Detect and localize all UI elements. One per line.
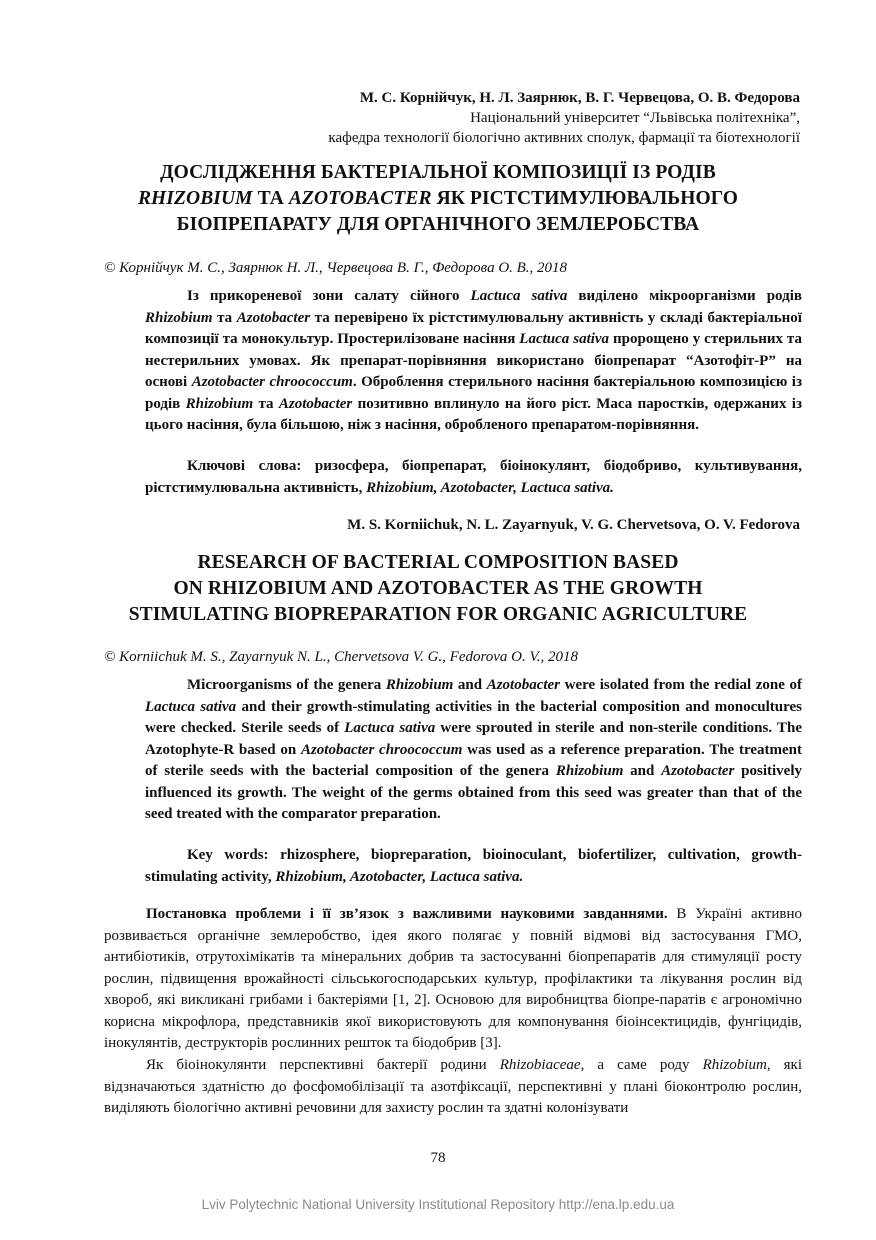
ua-university: Національний університет “Львівська політехніка”, [470, 110, 800, 126]
ua-keywords: Ключові слова: ризосфера, біопрепарат, біоінокулянт, біодобриво, культивування, рістстимулювальна активність, Rhizobium, Azotobacter, Lactuca sativa. [145, 458, 802, 496]
ua-title [90, 160, 786, 238]
body-paragraph-2: Як біоінокулянти перспективні бактерії родини Rhizobiaceae, а саме роду Rhizobium, які відзначаються здатністю до фосфомобілізації та азотфіксації, перспективні у плані біоконтролю рослин, виділяють біологічно активні речовини для захисту рослин та здатні колонізувати [104, 1057, 802, 1116]
en-title-line-1: RESEARCH OF BACTERIAL COMPOSITION BASED [197, 552, 679, 573]
en-title-line-3: STIMULATING BIOPREPARATION FOR ORGANIC AGRICULTURE [128, 604, 748, 625]
ua-title-line-1: ДОСЛІДЖЕННЯ БАКТЕРІАЛЬНОЇ КОМПОЗИЦІЇ ІЗ РОДІВ [160, 162, 716, 183]
ua-department: кафедра технології біологічно активних сполук, фармації та біотехнології [328, 130, 800, 146]
en-abstract: Microorganisms of the genera Rhizobium and Azotobacter were isolated from the redial zone of Lactuca sativa and their growth-stimulating activities in the bacterial composition and monocultures were checked. Sterile seeds of Lactuca sativa were sprouted in sterile and non-sterile conditions. The Azotophyte-R based on Azotobacter chroococcum was used as a reference preparation. The treatment of sterile seeds with the bacterial composition of the genera Rhizobium and Azotobacter positively influenced its growth. The weight of the germs obtained from this seed was greater than that of the seed treated with the comparator preparation. [145, 677, 803, 822]
section-heading: Постановка проблеми і її зв’язок з важливими науковими завданнями. [146, 906, 668, 922]
ua-title-line-3: БІОПРЕПАРАТУ ДЛЯ ОРГАНІЧНОГО ЗЕМЛЕРОБСТВА [176, 214, 700, 235]
repository-footer: Lviv Polytechnic National University Institutional Repository http://ena.lp.edu.ua [201, 1197, 675, 1212]
en-title [90, 550, 786, 628]
ua-abstract: Із прикореневої зони салату сійного Lactuca sativa виділено мікроорганізми родів Rhizobium та Azotobacter та перевірено їх рістстимулювальну активність у складі бактеріальної композиції та монокультур. Простерилізоване насіння Lactuca sativa пророщено у стерильних та нестерильних умовах. Як препарат-порівняння використано біопрепарат “Азотофіт-Р” на основі Azotobacter chroococcum. Оброблення стерильного насіння бактеріальною композицією із родів Rhizobium та Azotobacter позитивно вплинуло на його ріст. Маса паростків, одержаних із цього насіння, була більшою, ніж з насіння, обробленого препаратом-порівняння. [145, 288, 802, 433]
en-copyright: © Korniichuk M. S., Zayarnyuk N. L., Chervetsova V. G., Fedorova O. V., 2018 [104, 649, 578, 665]
ua-title-line-2: RHIZOBIUM ТА AZOTOBACTER ЯК РІСТСТИМУЛЮВАЛЬНОГО [137, 188, 739, 209]
ua-authors: М. С. Корнійчук, Н. Л. Заярнюк, В. Г. Червецова, О. В. Федорова [359, 90, 800, 106]
body-paragraph-1: Постановка проблеми і її зв’язок з важливими науковими завданнями. В Україні активно розвивається органічне землеробство, ідея якого полягає у повній відмові від застосування ГМО, антибіотиків, отрутохімікатів та мінеральних добрив та застосуванні біопрепаратів для стимуляції росту рослин, підвищення врожайності сільськогосподарських культур, профілактики та лікування рослин від хвороб, які викликані грибами і бактеріями [1, 2]. Основою для виробництва біопре-паратів є агрономічно корисна мікрофлора, представників якої використовують для компонування біоінсектицидів, фунгіцидів, інокулянтів, деструкторів рослинних решток та біодобрив [3]. [104, 906, 802, 1051]
en-keywords: Key words: rhizosphere, biopreparation, bioinoculant, biofertilizer, cultivation, growth-stimulating activity, Rhizobium, Azotobacter, Lactuca sativa. [145, 847, 802, 885]
en-authors: M. S. Korniichuk, N. L. Zayarnyuk, V. G. Chervetsova, O. V. Fedorova [347, 517, 800, 533]
page-number: 78 [430, 1150, 446, 1166]
ua-copyright: © Корнійчук М. С., Заярнюк Н. Л., Червецова В. Г., Федорова О. В., 2018 [104, 260, 568, 276]
en-title-line-2: ON RHIZOBIUM AND AZOTOBACTER AS THE GROWTH [173, 578, 703, 599]
